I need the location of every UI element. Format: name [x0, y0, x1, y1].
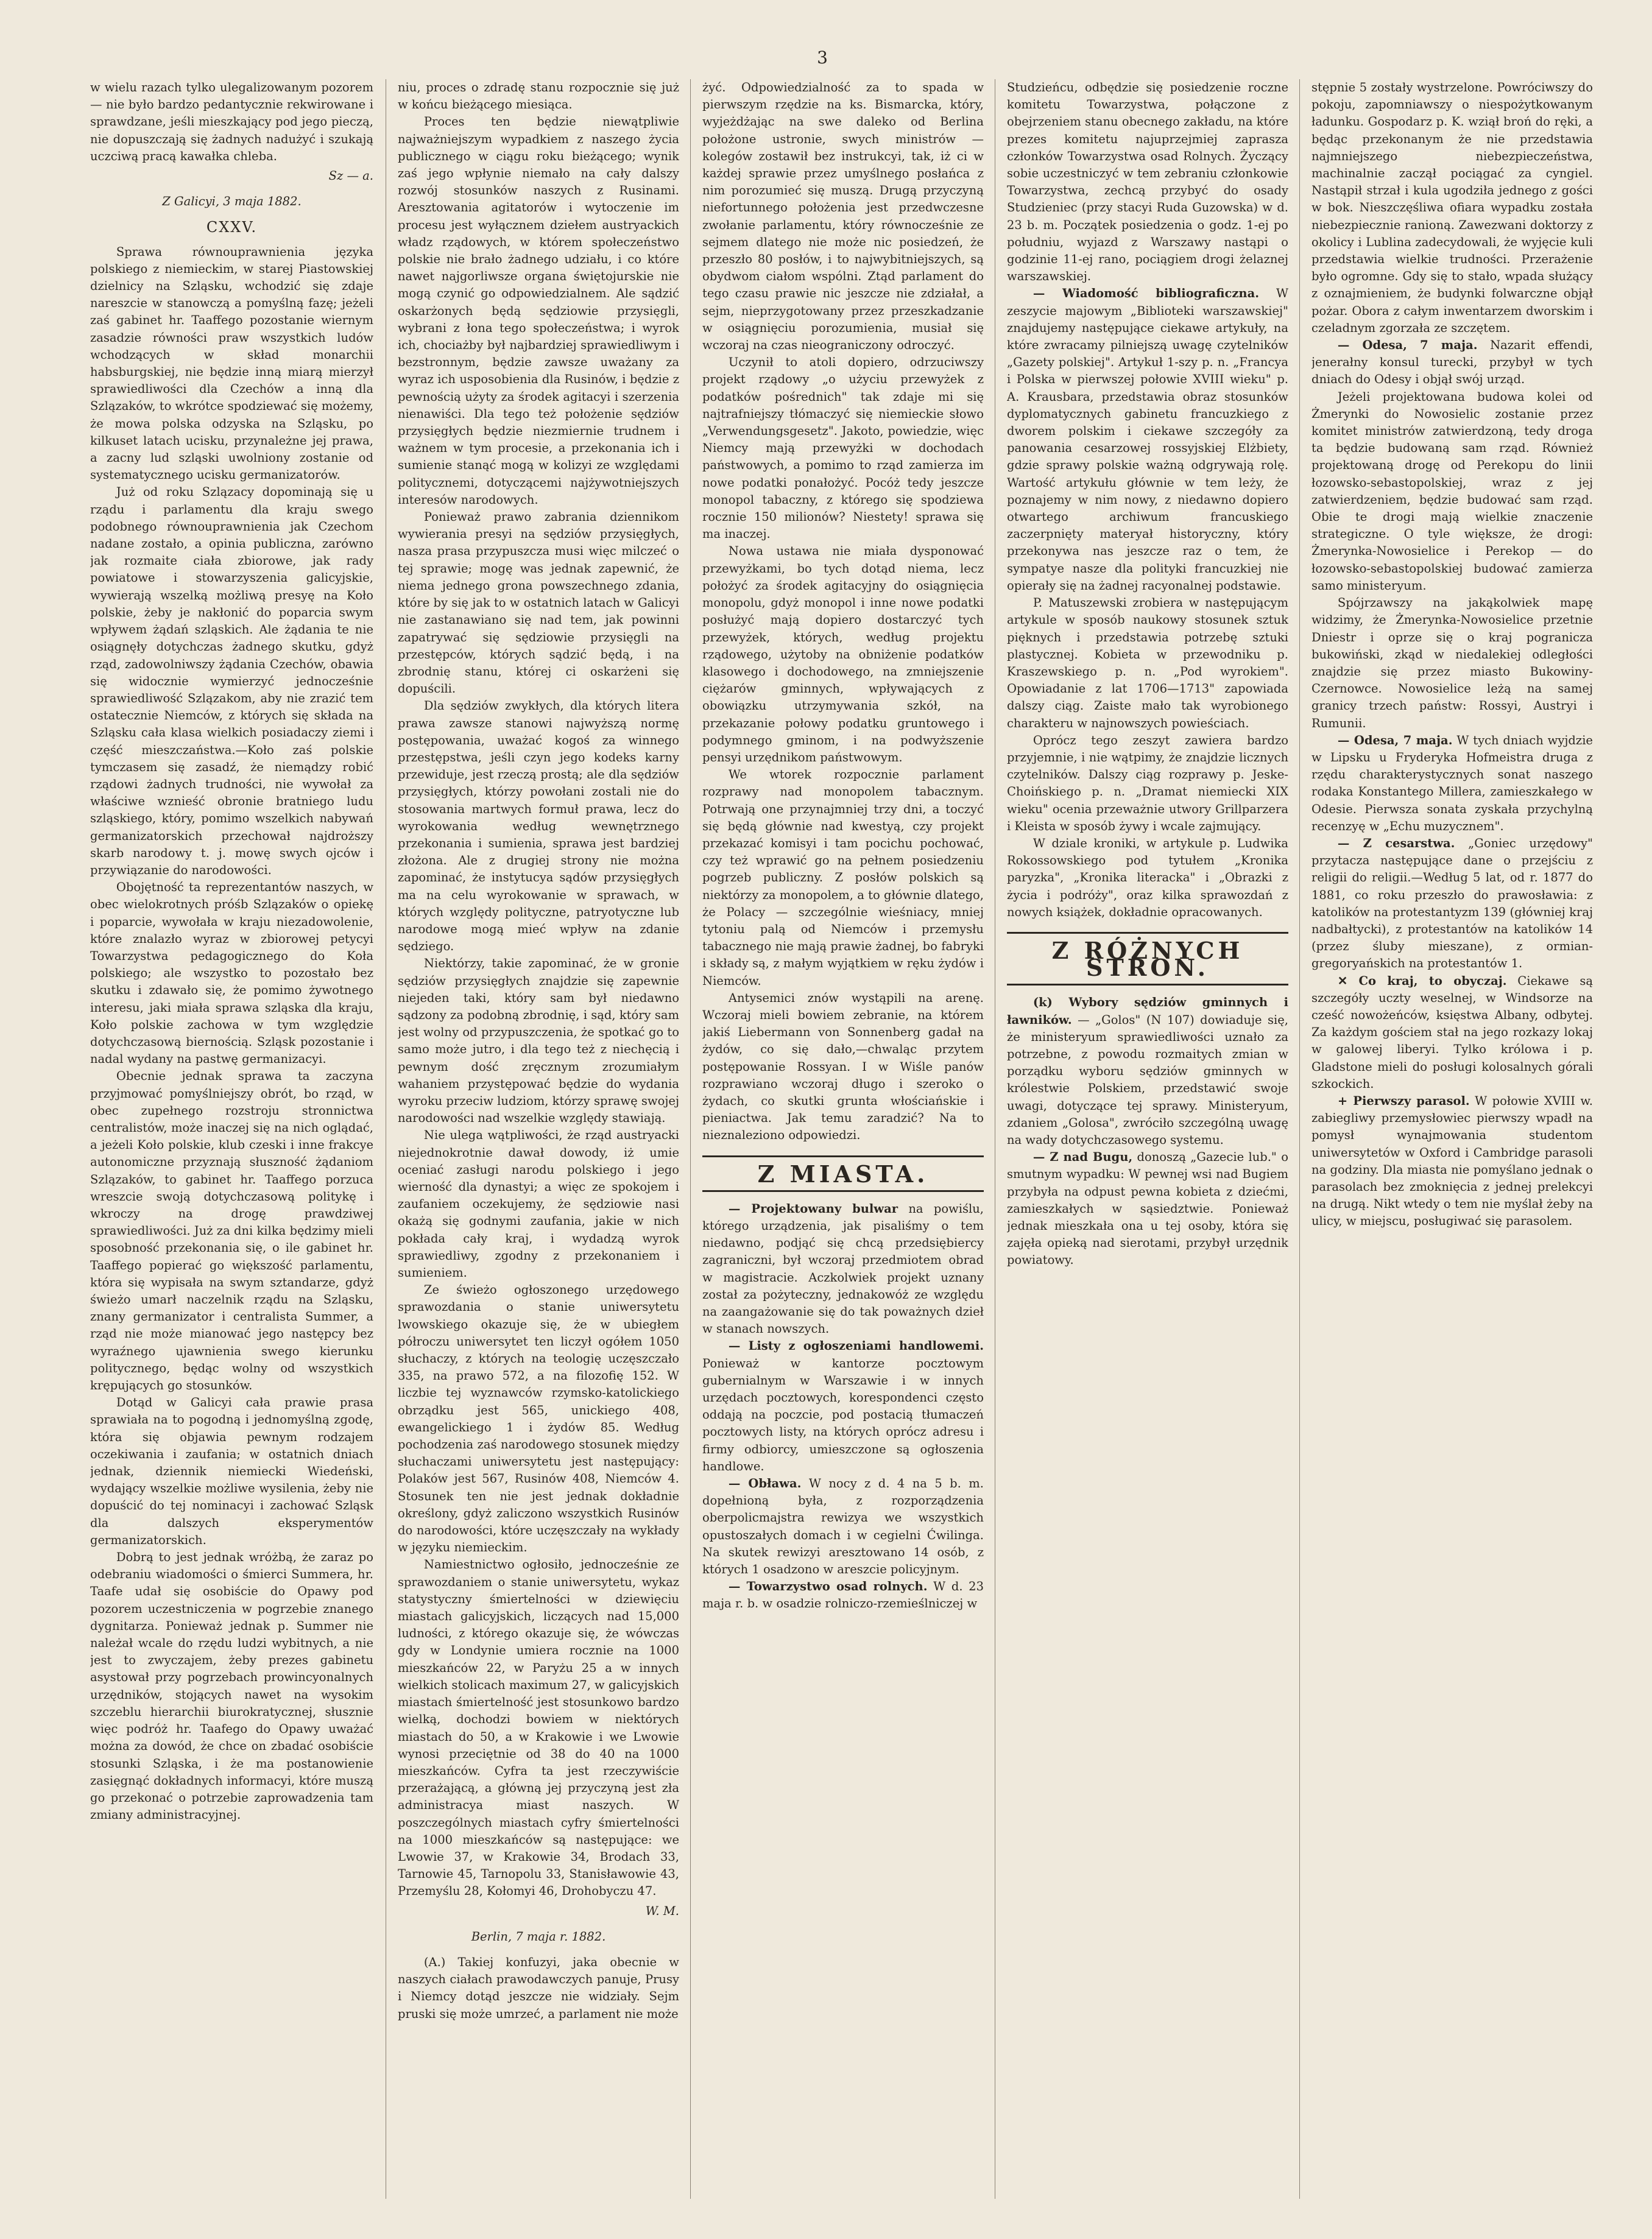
news-item — [1311, 732, 1593, 835]
paragraph: Nie ulega wątpliwości, że rząd austryacki niejednokrotnie dawał dowody, iż umie oceniać zasługi narodu polskiego i jego wierność dla dynastyi; a więc ze spokojem i zaufaniem oczekujemy, że sędziowie nasi okażą się godnymi zaufania, jakie w nich pokłada cały kraj, i wydadzą wyrok sprawiedliwy, zgodny z przekonaniem i sumieniem. — [398, 1128, 679, 1280]
paragraph: niu, proces o zdradę stanu rozpocznie się już w końcu bieżącego miesiąca. — [398, 80, 679, 112]
paragraph: Dotąd w Galicyi cała prawie prasa sprawiała na to pogodną i jednomyślną zgodę, która się objawia pewnym rodzajem oczekiwania i zaufania; w ostatnich dniach jednak, dziennik niemiecki Wiedeński, wydający wszelkie możliwe wysilenia, żeby nie dopuścić do tej nominacyi i zachować Szląsk dla dalszych eksperymentów germanizatorskich. — [90, 1395, 373, 1547]
paragraph: Dobrą to jest jednak wróżbą, że zaraz po odebraniu wiadomości o śmierci Summera, hr. Taafe udał się osobiście do Opawy pod pozorem uczestniczenia w pogrzebie znanego dygnitarza. Ponieważ jednak p. Summer nie należał wcale do rzędu ludzi wybitnych, a nie jest to zwyczajem, żeby prezes gabinetu asystował przy pogrzebach prowincyonalnych urzędników, stojących nawet na wysokim szczeblu hierarchii biurokratycznej, słusznie więc podróż hr. Taafego do Opawy uważać można za dowód, że chce on zbadać osobiście stosunki Szląska, i że ma postanowienie zasięgnąć dokładnych informacyi, które muszą go przekonać o potrzebie zaprowadzenia tam zmiany administracyjnej. — [90, 1550, 373, 1822]
news-item-body: — „Golos" (N 107) dowiaduje się, że ministeryum sprawiedliwości uznało za potrzebne, z powodu rozmaitych zmian w porządku wyboru sędziów gminnych w królestwie Polskiem, przedstawić swoje uwagi, dotyczące tej sprawy. Ministeryum, zdaniem „Golosa", zwróciło szczególną uwagę na wady dotychczasowego systemu. — [1007, 1012, 1288, 1147]
news-item-body: W połowie XVIII w. zabiegliwy przemysłowiec pierwszy wpadł na pomysł wynajmowania studentom uniwersytetów w Oxford i Cambridge parasoli na godziny. Dla miasta nie pomyślano jednak o parasolach bez zmoknięcia z jednej prelekcyi na drugą. Nikt wtedy o tem nie myślał żeby na ulicy, w miejscu, posługiwać się parasolem. — [1311, 1093, 1593, 1229]
news-item — [702, 1578, 984, 1612]
news-item — [1311, 973, 1593, 1093]
news-item — [1007, 1149, 1288, 1269]
news-item-body: Ponieważ w kantorze pocztowym gubernialnym w Warszawie i w innych urzędach pocztowych, korespondenci często oddają na poczcie, pod postacią tłumaczeń pocztowych listy, na których oprócz adresu i firmy odbiorcy, umieszczone są ogłoszenia handlowe. — [702, 1356, 984, 1473]
news-item-title: — Z nad Bugu, — [1032, 1150, 1133, 1165]
news-item-body: donoszą „Gazecie lub." o smutnym wypadku: W pewnej wsi nad Bugiem przybyła na odpust pewna kobieta z dziećmi, zamieszkałych w sąsiedztwie. Ponieważ jednak mieszkała ona u tej osoby, która się zajęła opieką nad sierotami, przybył urzędnik powiatowy. — [1007, 1150, 1288, 1268]
news-item-title: ✕ Co kraj, to obyczaj. — [1337, 973, 1507, 988]
column-rule — [690, 79, 691, 2199]
section-heading-z-roznych-stron: Z RÓŻNYCH STRON. — [1007, 932, 1288, 986]
paragraph: Niektórzy, takie zapominać, że w gronie sędziów przysięgłych znajdzie się zapewnie niejeden taki, który sam był niedawno sądzony za podobną zbrodnię, i sąd, który sam jest wolny od przypuszczenia, że spotkać go to samo może jutro, i dla tego też z niechęcią i pewnym dość zręcznym zrozumiałym wahaniem przystępować będzie do wydania wyroku przeciw ludziom, którzy sprawę swojej narodowości nad wszelkie względy stawiają. — [398, 956, 679, 1126]
paragraph: Ponieważ prawo zabrania dziennikom wywierania presyi na sędziów przysięgłych, nasza prasa przypuszcza musi więc milczeć o tej sprawie; mogę was jednak zapewnić, że niema jednego grona powszechnego zdania, które by się jak to w ostatnich latach w Galicyi nie zastanawiano się nad tem, jak powinni zapatrywać się sędziowie przysięgli na przestępców, których sądzić będą, i na zbrodnię stanu, której ci oskarżeni się dopuścili. — [398, 510, 679, 696]
column-2 — [398, 79, 679, 2199]
paragraph: P. Matuszewski zrobiera w następującym artykule w sposób naukowy stosunek sztuk pięknych i przedstawia potrzebę sztuki plastycznej. Kobieta w przewodniku p. Kraszewskiego p. n. „Pod wyrokiem". Opowiadanie z lat 1706—1713" zapowiada dalszy ciąg. Zaiste mało tak wyrobionego charakteru w najnowszych powieściach. — [1007, 596, 1288, 730]
paragraph: Antysemici znów wystąpili na arenę. Wczoraj mieli bowiem zebranie, na którem jakiś Liebermann von Sonnenberg gadał na żydów, co się dało,—chwaląc przytem postępowanie Rossyan. I w Wiśle panów rozprawiano wczoraj długo i szeroko o żydach, co skutki grunta włościańskie i pieniactwa. Jak temu zaradzić? Na to nieznaleziono odpowiedzi. — [702, 990, 984, 1143]
news-item-body: Ciekawe są szczegóły uczty weselnej, w Windsorze na cześć nowożeńców, księstwa Albany, odbytej. Za każdym gościem stał na jego rozkazy lokaj w galowej liberyi. Tylko królowa i p. Gladstone mieli do posługi kolosalnych górali szkockich. — [1311, 973, 1593, 1091]
news-item-title: — Wiadomość bibliograficzna. — [1032, 286, 1259, 301]
paragraph: Ze świeżo ogłoszonego urzędowego sprawozdania o stanie uniwersytetu lwowskiego okazuje się, że w ubiegłem półroczu uniwersytet ten liczył ogółem 1050 słuchaczy, z których na teologię uczęszczało 335, na prawo 572, a na filozofię 152. W liczbie tej wyznawców rzymsko-katolickiego obrządku jest 565, unickiego 408, ewangelickiego 1 i żydów 85. Według pochodzenia zaś narodowego stosunek między słuchaczami uniwersytetu jest następujący: Polaków jest 567, Rusinów 408, Niemców 4. Stosunek ten nie jest jednak dokładnie określony, gdyż zaliczono wszystkich Rusinów do narodowości, które uczęszczały na wykłady w języku niemieckim. — [398, 1283, 679, 1555]
news-item — [702, 1338, 984, 1475]
news-item-title: — Projektowany bulwar — [728, 1201, 898, 1216]
news-item-title: — Obława. — [728, 1476, 802, 1491]
news-item-title: — Odesa, 7 maja. — [1337, 733, 1453, 747]
dateline: Berlin, 7 maja r. 1882. — [471, 1929, 606, 1944]
news-item-title: + Pierwszy parasol. — [1337, 1093, 1470, 1108]
paragraph: W dziale kroniki, w artykule p. Ludwika Rokossowskiego pod tytułem „Kronika paryzka", „Kronika literacka" i „Obrazki z życia i podróży", oraz kilka sprawozdań z nowych książek, dokładnie opracowanych. — [1007, 836, 1288, 919]
paragraph: Jeżeli projektowana budowa kolei od Żmerynki do Nowosielic zostanie przez komitet ministrów zatwierdzoną, tedy droga ta będzie budowaną sam rząd. Również projektowaną drogę od Perekopu do linii łozowsko-sebastopolskiej, wraz z jej zatwierdzeniem, będzie budować sam rząd. Obie te drogi mają wielkie znaczenie strategiczne. O tyle większe, że drogi: Żmerynka-Nowosielice i Perekop — do łozowsko-sebastopolskiej budować zamierza samo ministeryum. — [1311, 389, 1593, 593]
signature: Sz — a. — [328, 169, 373, 183]
section-heading-z-miasta: Z MIASTA. — [702, 1155, 984, 1192]
column-5 — [1311, 79, 1593, 2199]
page-number: 3 — [817, 48, 828, 68]
signature: W. M. — [645, 1903, 679, 1918]
paragraph: We wtorek rozpocznie parlament rozprawy nad monopolem tabacznym. Potrwają one przynajmniej trzy dni, a toczyć się będą głównie nad kwestyą, czy projekt przekazać komisyi i tam pocichu pochować, czy też wprawić go na pełnem posiedzeniu pogrzeb publiczny. Z posłów polskich są niektórzy za monopolem, a to głównie dlatego, że Polacy — szczególnie wieśniacy, mniej tytoniu palą od Niemców i przemysłu tabacznego nie mają prawie żadnej, bo fabryki i składy są, z małym wyjątkiem w ręku żydów i Niemców. — [702, 767, 984, 988]
news-item — [1311, 337, 1593, 389]
paragraph: Spójrzawszy na jakąkolwiek mapę widzimy, że Żmerynka-Nowosielice przetnie Dniestr i oprze się o kraj pogranicza bukowiński, zkąd w niedalekiej odległości znajdzie się przez miasto Bukowiny-Czernowce. Nowosielice leżą na samej granicy trzech państw: Rossyi, Austryi i Rumunii. — [1311, 596, 1593, 730]
paragraph: Namiestnictwo ogłosiło, jednocześnie ze sprawozdaniem o stanie uniwersytetu, wykaz statystyczny śmiertelności w dziewięciu miastach galicyjskich, liczących nad 15,000 ludności, z którego okazuje się, że wówczas gdy w Londynie umiera rocznie na 1000 mieszkańców 22, w Paryżu 25 a w innych wielkich stolicach maximum 27, w galicyjskich miastach śmiertelność jest stosunkowo bardzo wielką, dochodzi bowiem w niektórych miastach do 50, a w Krakowie i we Lwowie wynosi przeciętnie od 38 do 40 na 1000 mieszkańców. Cyfra ta jest rzeczywiście przerażającą, a główną jej przyczyną jest zła administracya miast naszych. W poszczególnych miastach cyfry śmiertelności na 1000 mieszkańców są następujące: we Lwowie 37, w Krakowie 34, Brodach 33, Tarnowie 45, Tarnopolu 33, Stanisławowie 43, Przemyślu 28, Kołomyi 46, Drohobyczu 47. — [398, 1557, 679, 1899]
column-rule — [1299, 79, 1300, 2199]
news-item-title: — Z cesarstwa. — [1337, 836, 1455, 850]
news-item — [702, 1201, 984, 1338]
paragraph: Proces ten będzie niewątpliwie najważniejszym wypadkiem z naszego życia publicznego w ciągu roku bieżącego; wynik zaś jego wpłynie niemało na cały dalszy rozwój stosunków naszych z Rusinami. Aresztowania agitatorów i wytoczenie im procesu jest wyłącznem dziełem austryackich władz rządowych, w którem społeczeństwo polskie nie brało żadnego udziału, i co które nawet najgorliwsze organa świętojurskie nie mogą czynić go odpowiedzialnem. Ale sądzić oskarżonych będą sędziowie przysięgli, wybrani z łona tego społeczeństwa; i wyrok ich, chociażby był najbardziej sprawiedliwym i bezstronnym, będzie zawsze uważany za wyraz ich usposobienia dla Rusinów, i będzie z pewnością użyty za środek agitacyi i szerzenia nienawiści. Dla tego też położenie sędziów przysięgłych będzie niezmiernie trudnem i ważnem w tym procesie, a przekonania ich i sumienie stanąć mogą w kolizyi ze względami politycznemi, dotyczącemi najżywotniejszych interesów narodowych. — [398, 115, 679, 507]
paragraph: Uczynił to atoli dopiero, odrzuciwszy projekt rządowy „o użyciu przewyżek z podatków pośrednich" tak zdaje mi się najtrafniejszy tłómaczyć się niemieckie słowo „Verwendungsgesetz". Jakoto, powiedzie, więc Niemcy mają przewyżki w dochodach państwowych, a pomimo to rząd zamierza im nowe podatki ponałożyć. Pocóż tedy jeszcze monopol tabaczny, z którego się spodziewa rocznie 150 milionów? Niestety! sprawa się ma inaczej. — [702, 355, 984, 541]
news-item-body: W tych dniach wyjdzie w Lipsku u Fryderyka Hofmeistra druga z rzędu charakterystycznych sonat naszego rodaka Konstantego Millera, zamieszkałego w Odesie. Pierwsza sonata zyskała przychylną recenzyę w „Echu muzycznem". — [1311, 733, 1593, 833]
news-item — [1007, 285, 1288, 594]
news-item-body: W zeszycie majowym „Biblioteki warszawskiej" znajdujemy następujące ciekawe artykuły, na które zwracamy pilniejszą uwagę czytelników „Gazety polskiej". Artykuł 1-szy p. n. „Francya i Polska w pierwszej połowie XVIII wieku" p. A. Krausbara, przedstawia obraz stosunków dyplomatycznych gabinetu francuzkiego z dworem polskim i ciekawe szczegóły za panowania cesarzowej rossyjskiej Elżbiety, gdzie sprawy polskie ważną odgrywają rolę. Wartość artykułu głównie w tem leży, że poznajemy w nim nowy, z niedawno dopiero otwartego archiwum francuskiego zaczerpnięty materyał historyczny, który przekonywa nas jeszcze raz o tem, że sympatye nasze dla polityki francuzkiej nie opierały się na żadnej racyonalnej podstawie. — [1007, 286, 1288, 593]
paragraph: w wielu razach tylko ulegalizowanym pozorem — nie było bardzo pedantycznie rekwirowane i sprawdzane, jeśli mieszkający pod jego pieczą, nie dopuszczają się żadnych nadużyć i szukają uczciwą pracą kawałka chleba. — [90, 80, 373, 163]
dateline: Z Galicyi, 3 maja 1882. — [162, 194, 302, 209]
column-1 — [90, 79, 373, 2199]
paragraph: (A.) Takiej konfuzyi, jaka obecnie w naszych ciałach prawodawczych panuje, Prusy i Niemcy dotąd jeszcze nie widziały. Sejm pruski się może umrzeć, a parlament nie może — [398, 1955, 679, 2021]
news-item — [702, 1475, 984, 1578]
article-number: CXXV. — [206, 219, 258, 236]
paragraph: Studzieńcu, odbędzie się posiedzenie roczne komitetu Towarzystwa, połączone z obejrzeniem stanu obecnego zakładu, na które prezes komitetu najuprzejmiej zaprasza członków Towarzystwa osad Rolnych. Życzący sobie uczestniczyć w tem zebraniu członkowie Towarzystwa, zechcą przybyć do osady Studzieniec (przy stacyi Ruda Guzowska) w d. 23 b. m. Początek posiedzenia o godz. 1-ej po południu, wyjazd z Warszawy nastąpi o godzinie 11-ej rano, pociągiem drogi żelaznej warszawskiej. — [1007, 80, 1288, 284]
news-item — [1311, 1093, 1593, 1230]
news-item-body: Nazarit effendi, jenerałny konsul turecki, przybył w tych dniach do Odesy i objął swój urząd. — [1311, 338, 1593, 387]
column-3 — [702, 79, 984, 2199]
news-item — [1007, 994, 1288, 1149]
news-item-title: — Odesa, 7 maja. — [1337, 338, 1478, 353]
news-item-body: W d. 23 maja r. b. w osadzie rolniczo-rzemieślniczej w — [702, 1579, 984, 1611]
news-item-title: — Listy z ogłoszeniami handlowemi. — [728, 1339, 984, 1353]
news-item-body: W nocy z d. 4 na 5 b. m. dopełnioną była, z rozporządzenia oberpolicmajstra rewizya we wszystkich opustoszałych domach i w cegielni Ćwilinga. Na skutek rewizyi aresztowano 14 osób, z których 1 osadzono w areszcie policyjnym. — [702, 1476, 984, 1577]
paragraph: Sprawa równouprawnienia języka polskiego z niemieckim, w starej Piastowskiej dzielnicy na Szląsku, wchodzić się zdaje nareszcie w stanowczą a pomyślną fazę; jeżeli zaś gabinet hr. Taaffego pozostanie wiernym zasadzie równości praw wszystkich ludów wchodzących w skład monarchii habsburgskiej, nie będzie inną miarą mierzył sprawiedliwości dla Czechów a inną dla Szlązaków, to wkrótce spodziewać się możemy, że mowa polska odzyska na Szląsku, po kilkuset latach ucisku, przynależne jej prawa, a zacny lud szląski uwolniony zostanie od systematycznego ucisku germanizatorów. — [90, 244, 373, 482]
news-item-body: na powiślu, którego urządzenia, jak pisaliśmy o tem niedawno, podjąć się chcą przedsiębiercy zagraniczni, był wczoraj przedmiotem obrad w magistracie. Aczkolwiek projekt uznany został za pożyteczny, jednakowóż ze względu na zaangażowanie się do tak poważnych dzieł w stanach nowszych. — [702, 1201, 984, 1336]
news-item-title: (k) Wybory sędziów gminnych i ławników. — [1007, 995, 1288, 1027]
paragraph: Obojętność ta reprezentantów naszych, w obec wielokrotnych próśb Szlązaków o opiekę i poparcie, wywołała w kraju niezadowolenie, które znalazło wyraz w zbiorowej petycyi Towarzystwa pedagogicznego do Koła polskiego; ale wszystko to pozostało bez skutku i zdawało się, że pomimo żywotnego interesu, jaki miała sprawa szląska dla kraju, Koło polskie zachowa w tym względzie dotychczasową biernością. Szląsk pozostanie i nadal wydany na pastwę germanizacyi. — [90, 880, 373, 1067]
paragraph: Nowa ustawa nie miała dysponować przewyżkami, bo tych dotąd niema, lecz położyć za środek agitacyjny do osiągnięcia monopolu, gdyż monopol i inne nowe podatki posłużyć mają dopiero dostarczyć tych przewyżek, których, według projektu rządowego, użytoby na obniżenie podatków klasowego i dochodowego, na zmniejszenie ciężarów gminnych, wpływających z obowiązku utrzymywania szkół, na przekazanie połowy podatku gruntowego i podymnego gminom, i na podwyższenie pensyi urzędnikom państwowym. — [702, 544, 984, 764]
news-item-body: „Goniec urzędowy" przytacza następujące dane o przejściu z religii do religii.—Według 5 lat, od r. 1877 do 1881, co roku przeszło do prawosławia: z katolików na protestantyzm 139 (główniej kraj nadbałtycki), z protestantów na katolików 14 (przez śluby mieszane), z ormian-gregoryańskich na protestantów 1. — [1311, 836, 1593, 971]
column-4 — [1007, 79, 1288, 2199]
news-item — [1311, 835, 1593, 973]
paragraph: Obecnie jednak sprawa ta zaczyna przyjmować pomyślniejszy obrót, bo rząd, w obec zupełnego rozstroju stronnictwa centralistów, może inaczej się na nich oglądać, a jeżeli Koło polskie, klub czeski i inne frakcye autonomiczne przyznają słuszność żądaniom Szlązaków, to gabinet hr. Taaffego porzuca wreszcie swoją dotychczasową politykę i wkroczy na drogę prawdziwej sprawiedliwości. Już za dni kilka będzimy mieli sposobność przekonania się, o ile gabinet hr. Taaffego popierać go większość parlamentu, która się wypisała na swym sztandarze, gdyż świeżo umarł naczelnik rządu na Szląsku, znany germanizator i centralista Summer, a rząd nie może mianować jego następcy bez wyraźnego ujawnienia swego kierunku politycznego, będąc wolny od wszystkich krępujących go stosunków. — [90, 1069, 373, 1393]
news-item-title: — Towarzystwo osad rolnych. — [728, 1579, 928, 1594]
paragraph: żyć. Odpowiedzialność za to spada w pierwszym rzędzie na ks. Bismarcka, który, wyjeżdżając na swe daleko od Berlina położone ustronie, swych ministrów — kolegów zostawił bez instrukcyi, tak, iż ci w każdej sprawie przez umyślnego posłańca z nim porozumieć się muszą. Drugą przyczyną niefortunnego położenia jest przedwczesne zwołanie parlamentu, który równocześnie ze sejmem dlatego nie może nic posiedzeń, że przeszło 80 posłów, i to najwybitniejszych, są obydwom ciałom wspólni. Ztąd parlament do tego czasu prawie nic jeszcze nie zdziałał, a sejm, nieprzygotowany przez przeszkadzanie w osiągnięciu porozumienia, musiał się wczoraj na czas nieograniczony odroczyć. — [702, 80, 984, 353]
paragraph: stępnie 5 zostały wystrzelone. Powróciwszy do pokoju, zapomniawszy o niespożytkowanym ładunku. Gospodarz p. K. wziął broń do ręki, a będąc przekonanym że nie przedstawia najmniejszego niebezpieczeństwa, machinalnie zaczął pociągać za cyngiel. Nastąpił strzał i kula ugodziła jednego z gości w bok. Nieszczęśliwa ofiara wypadku została niebezpiecznie ranioną. Zawezwani doktorzy z okolicy i Lublina zadecydowali, że wyjęcie kuli przedstawia wielkie trudności. Przerażenie było ogromne. Gdy się to stało, wpada służący z oznajmieniem, że budynki folwarczne objął pożar. Obora z całym inwentarzem dworskim i czeladnym zgorzała ze szczętem. — [1311, 80, 1593, 335]
paragraph: Już od roku Szlązacy dopominają się u rządu i parlamentu dla kraju swego podobnego równouprawnienia jak Czechom nadane zostało, a opinia publiczna, zarówno jak rozmaite ciała zbiorowe, jak rady powiatowe i stowarzyszenia galicyjskie, wywierają wszelką możliwą presyę na Koło polskie, żeby je nakłonić do poparcia swym wpływem żądań szląskich. Ale żądania te nie osiągnęły dotychczas żadnego skutku, gdyż rząd, zadowolniwszy żądania Czechów, obawia się widocznie wymierzyć jednocześnie sprawiedliwość Szlązakom, aby nie zrazić tem ostatecznie Niemców, z których się składa na Szląsku cała klasa wielkich posiadaczy ziemi i część mieszczaństwa.—Koło zaś polskie tymczasem się zasadź, że niemądzy robić rządowi żadnych trudności, nie wywołał za właściwe wznieść obronie bratniego ludu szląskiego, który, pomimo wszelkich nabywań germanizatorskich przechował najdroższy skarb narodowy t. j. mowę swych ojców i przywiązanie do narodowości. — [90, 485, 373, 877]
paragraph: Dla sędziów zwykłych, dla których litera prawa zawsze stanowi najwyższą normę postępowania, uważać kogoś za winnego przestępstwa, jeśli czyn jego kodeks karny przewiduje, jest rzeczą prostą; ale dla sędziów przysięgłych, którzy powołani zostali nie do stosowania martwych formuł prawa, lecz do wyrokowania według wewnętrznego przekonania i sumienia, sprawa jest bardziej złożona. Ale z drugiej strony nie można zapominać, że instytucya sądów przysięgłych ma na celu wyrokowanie w sprawach, w których względy polityczne, patryotyczne lub narodowe mogą mieć wpływ na zdanie sędziego. — [398, 699, 679, 954]
paragraph: Oprócz tego zeszyt zawiera bardzo przyjemnie, i nie wątpimy, że znajdzie licznych czytelników. Dalszy ciąg rozprawy p. Jeske-Choińskiego p. n. „Dramat niemiecki XIX wieku" ocenia przeważnie utwory Grillparzera i Kleista w sposób żywy i wcale zajmujący. — [1007, 733, 1288, 833]
